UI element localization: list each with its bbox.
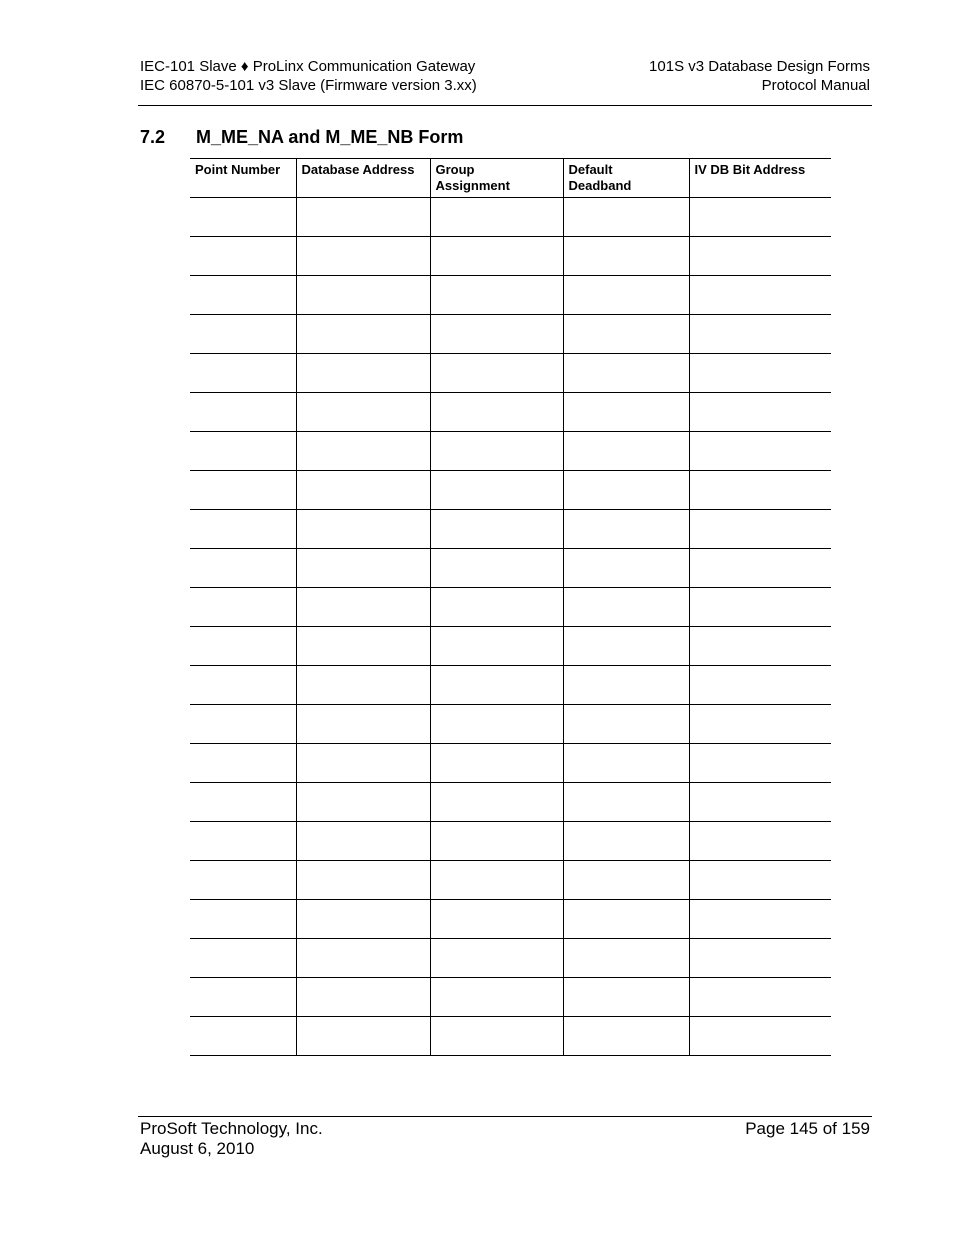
design-form-table (190, 158, 831, 1056)
form-cell[interactable] (689, 315, 831, 354)
footer-date: August 6, 2010 (140, 1139, 255, 1158)
form-cell[interactable] (430, 315, 563, 354)
form-cell[interactable] (190, 861, 296, 900)
form-cell[interactable] (296, 588, 430, 627)
table-row (190, 393, 831, 432)
form-cell[interactable] (430, 471, 563, 510)
form-cell[interactable] (430, 237, 563, 276)
form-cell[interactable] (430, 510, 563, 549)
table-row (190, 315, 831, 354)
table-row (190, 198, 831, 237)
header-chapter-title: 101S v3 Database Design Forms (649, 58, 870, 75)
column-header-point-number: Point Number (190, 159, 296, 198)
form-cell[interactable] (296, 900, 430, 939)
page-header (140, 57, 870, 105)
table-row (190, 471, 831, 510)
form-cell[interactable] (563, 276, 689, 315)
form-cell[interactable] (190, 276, 296, 315)
table-row (190, 549, 831, 588)
footer-page-number: Page 145 of 159 (745, 1119, 870, 1138)
form-cell[interactable] (190, 900, 296, 939)
form-cell[interactable] (430, 549, 563, 588)
form-cell[interactable] (296, 627, 430, 666)
form-cell[interactable] (190, 978, 296, 1017)
column-header-default-deadband: Default Deadband (563, 159, 689, 198)
form-cell[interactable] (296, 744, 430, 783)
form-cell[interactable] (430, 783, 563, 822)
header-firmware-line: IEC 60870-5-101 v3 Slave (Firmware version 3.xx) (140, 77, 477, 94)
form-cell[interactable] (563, 978, 689, 1017)
form-cell[interactable] (190, 588, 296, 627)
form-cell[interactable] (190, 237, 296, 276)
form-cell[interactable] (190, 744, 296, 783)
form-cell[interactable] (296, 822, 430, 861)
form-cell[interactable] (190, 666, 296, 705)
form-cell[interactable] (296, 198, 430, 237)
form-cell[interactable] (689, 900, 831, 939)
form-cell[interactable] (190, 354, 296, 393)
form-cell[interactable] (430, 900, 563, 939)
form-cell[interactable] (563, 705, 689, 744)
form-cell[interactable] (563, 510, 689, 549)
form-cell[interactable] (563, 900, 689, 939)
form-cell[interactable] (296, 237, 430, 276)
table-row (190, 588, 831, 627)
form-cell[interactable] (430, 393, 563, 432)
footer-left (140, 1119, 323, 1159)
form-cell[interactable] (430, 666, 563, 705)
table-row (190, 666, 831, 705)
form-cell[interactable] (430, 198, 563, 237)
form-cell[interactable] (689, 627, 831, 666)
header-manual-type: Protocol Manual (761, 77, 870, 94)
column-header-group-assignment: Group Assignment (430, 159, 563, 198)
form-cell[interactable] (296, 705, 430, 744)
form-cell[interactable] (689, 198, 831, 237)
table-row (190, 237, 831, 276)
form-cell[interactable] (430, 1017, 563, 1056)
footer-right (745, 1119, 870, 1139)
form-cell[interactable] (430, 354, 563, 393)
form-cell[interactable] (563, 432, 689, 471)
table-row (190, 627, 831, 666)
form-cell[interactable] (689, 237, 831, 276)
table-row (190, 1017, 831, 1056)
table-row (190, 354, 831, 393)
form-cell[interactable] (689, 549, 831, 588)
column-header-iv-db-bit-address: IV DB Bit Address (689, 159, 831, 198)
footer-company: ProSoft Technology, Inc. (140, 1119, 323, 1138)
form-cell[interactable] (190, 1017, 296, 1056)
form-cell[interactable] (689, 939, 831, 978)
table-row (190, 822, 831, 861)
table-row (190, 861, 831, 900)
table-row (190, 432, 831, 471)
section-heading (140, 126, 463, 148)
form-cell[interactable] (296, 978, 430, 1017)
form-cell[interactable] (563, 237, 689, 276)
form-cell[interactable] (190, 315, 296, 354)
form-cell[interactable] (563, 354, 689, 393)
form-cell[interactable] (430, 978, 563, 1017)
header-right (649, 57, 870, 95)
form-cell[interactable] (563, 666, 689, 705)
form-cell[interactable] (190, 822, 296, 861)
table-row (190, 744, 831, 783)
form-cell[interactable] (296, 939, 430, 978)
form-cell[interactable] (689, 978, 831, 1017)
section-number: 7.2 (140, 127, 166, 147)
form-cell[interactable] (430, 627, 563, 666)
form-cell[interactable] (190, 939, 296, 978)
form-cell[interactable] (563, 549, 689, 588)
form-cell[interactable] (430, 588, 563, 627)
column-header-database-address: Database Address (296, 159, 430, 198)
form-cell[interactable] (563, 1017, 689, 1056)
form-cell[interactable] (190, 627, 296, 666)
form-cell[interactable] (296, 783, 430, 822)
form-cell[interactable] (190, 783, 296, 822)
header-product-line: IEC-101 Slave ♦ ProLinx Communication Gateway (140, 58, 476, 75)
form-cell[interactable] (430, 705, 563, 744)
form-cell[interactable] (296, 276, 430, 315)
form-cell[interactable] (296, 549, 430, 588)
footer-divider (138, 1116, 872, 1117)
table-row (190, 783, 831, 822)
form-cell[interactable] (296, 861, 430, 900)
form-cell[interactable] (563, 315, 689, 354)
form-cell[interactable] (563, 783, 689, 822)
form-cell[interactable] (689, 432, 831, 471)
form-cell[interactable] (689, 705, 831, 744)
table-row (190, 510, 831, 549)
form-cell[interactable] (689, 783, 831, 822)
form-cell[interactable] (430, 861, 563, 900)
form-cell[interactable] (689, 471, 831, 510)
form-cell[interactable] (563, 627, 689, 666)
table-row (190, 900, 831, 939)
form-cell[interactable] (296, 315, 430, 354)
form-cell[interactable] (689, 354, 831, 393)
form-cell[interactable] (689, 276, 831, 315)
form-cell[interactable] (190, 705, 296, 744)
table-header-row (190, 159, 831, 198)
form-cell[interactable] (689, 510, 831, 549)
form-cell[interactable] (296, 354, 430, 393)
form-cell[interactable] (563, 393, 689, 432)
form-cell[interactable] (296, 471, 430, 510)
form-cell[interactable] (430, 432, 563, 471)
form-cell[interactable] (689, 393, 831, 432)
form-cell[interactable] (190, 510, 296, 549)
form-cell[interactable] (190, 549, 296, 588)
form-cell[interactable] (430, 939, 563, 978)
form-cell[interactable] (689, 744, 831, 783)
form-cell[interactable] (563, 939, 689, 978)
table-row (190, 939, 831, 978)
form-cell[interactable] (689, 588, 831, 627)
header-left (140, 57, 477, 95)
form-cell[interactable] (296, 432, 430, 471)
form-cell[interactable] (296, 666, 430, 705)
form-cell[interactable] (190, 432, 296, 471)
table-row (190, 978, 831, 1017)
form-cell[interactable] (430, 744, 563, 783)
form-cell[interactable] (563, 744, 689, 783)
form-cell[interactable] (190, 471, 296, 510)
form-cell[interactable] (563, 861, 689, 900)
section-title-text: M_ME_NA and M_ME_NB Form (196, 127, 464, 147)
form-cell[interactable] (190, 393, 296, 432)
form-cell[interactable] (296, 393, 430, 432)
form-cell[interactable] (689, 822, 831, 861)
form-cell[interactable] (689, 1017, 831, 1056)
form-cell[interactable] (296, 510, 430, 549)
form-cell[interactable] (689, 666, 831, 705)
form-cell[interactable] (563, 471, 689, 510)
form-cell[interactable] (563, 822, 689, 861)
form-cell[interactable] (430, 276, 563, 315)
header-divider (138, 105, 872, 106)
form-cell[interactable] (563, 588, 689, 627)
table-row (190, 276, 831, 315)
table-row (190, 705, 831, 744)
form-cell[interactable] (689, 861, 831, 900)
form-cell[interactable] (190, 198, 296, 237)
form-cell[interactable] (296, 1017, 430, 1056)
form-cell[interactable] (563, 198, 689, 237)
form-cell[interactable] (430, 822, 563, 861)
table-body (190, 198, 831, 1056)
